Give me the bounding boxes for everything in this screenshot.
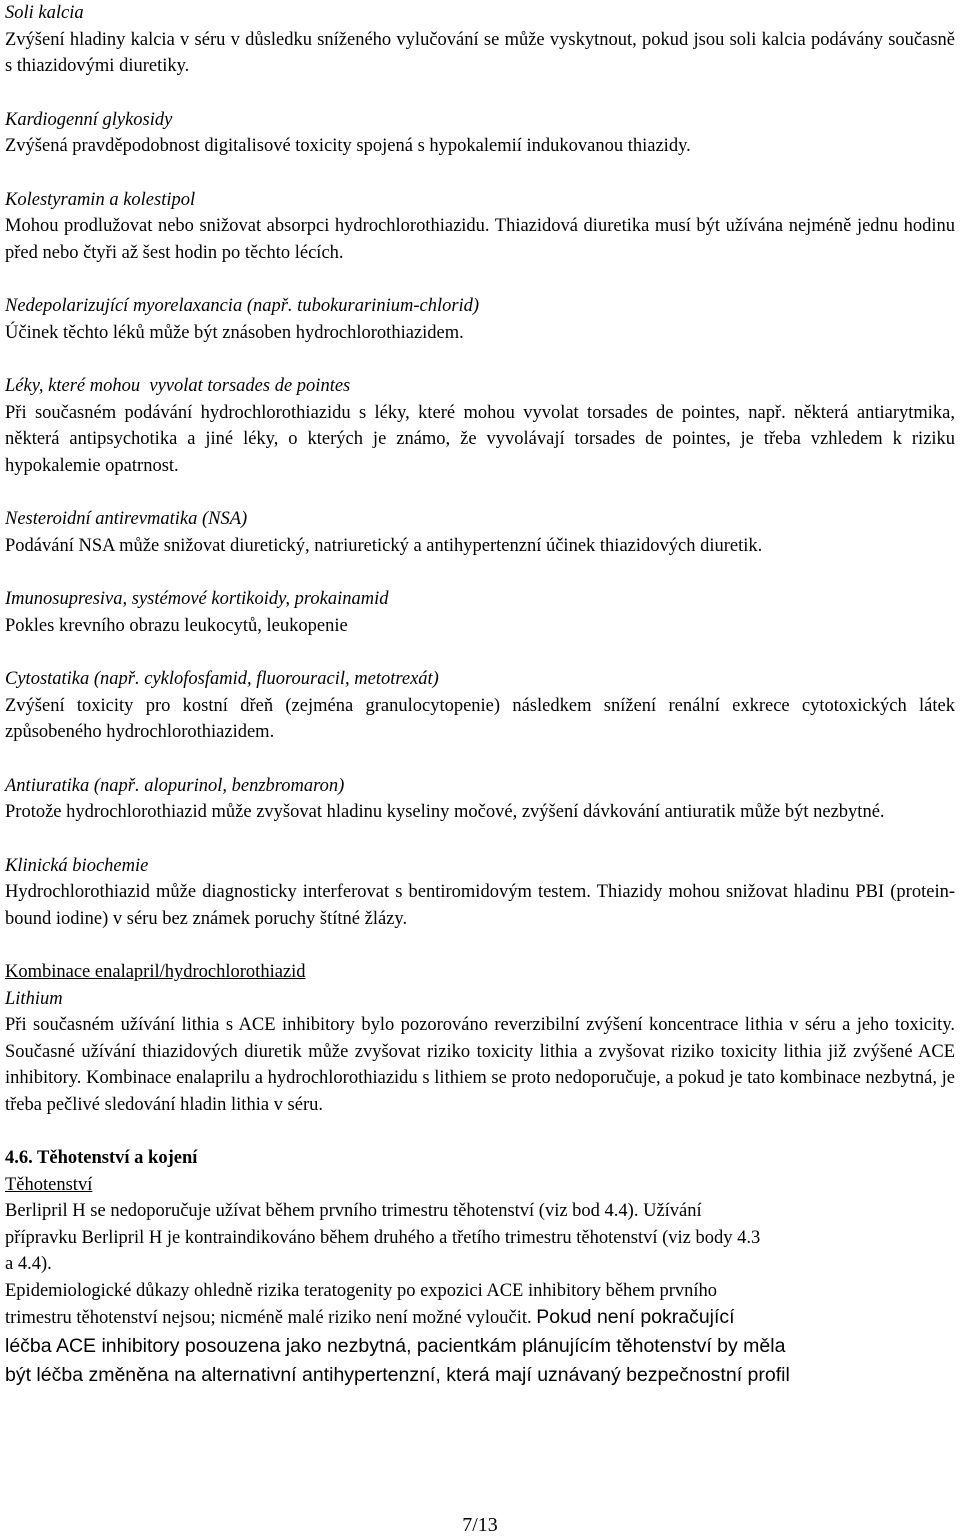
text-line: Epidemiologické důkazy ohledně rizika teratogenity po expozici ACE inhibitory během prvního bbox=[5, 1280, 718, 1301]
document-page bbox=[5, 0, 955, 1390]
text-line: a 4.4). bbox=[5, 1254, 52, 1274]
subheading: Těhotenství bbox=[5, 1174, 93, 1195]
section-cytostatics bbox=[5, 666, 955, 746]
section-header: Lithium bbox=[5, 988, 63, 1009]
section-colestyramine bbox=[5, 187, 955, 267]
section-header: Soli kalcia bbox=[5, 3, 84, 23]
section-text: Zvýšená pravděpodobnost digitalisové toxicity spojená s hypokalemií indukovanou thiazidy. bbox=[5, 136, 691, 156]
section-text: Podávání NSA může snižovat diuretický, natriuretický a antihypertenzní účinek thiazidových diuretik. bbox=[5, 535, 763, 556]
text-segment: trimestru těhotenství nejsou; nicméně malé riziko není možné vyloučit. bbox=[5, 1308, 532, 1328]
section-header: Kolestyramin a kolestipol bbox=[5, 189, 196, 210]
section-text: Zvýšení hladiny kalcia v séru v důsledku sníženého vylučování se může vyskytnout, pokud jsou soli kalcia podávány současně s thiazidovými diuretiky. bbox=[5, 29, 955, 76]
section-text: Pokles krevního obrazu leukocytů, leukopenie bbox=[5, 615, 348, 636]
section-muscle-relaxants bbox=[5, 293, 955, 346]
section-header: Klinická biochemie bbox=[5, 855, 149, 876]
section-header: Kardiogenní glykosidy bbox=[5, 109, 173, 130]
section-combination-lithium bbox=[5, 959, 955, 1118]
page-number: 7/13 bbox=[462, 1514, 498, 1536]
section-antiuratics bbox=[5, 773, 955, 826]
section-header: Nesteroidní antirevmatika (NSA) bbox=[5, 509, 248, 529]
section-clinical-biochemistry bbox=[5, 853, 955, 933]
section-heading: 4.6. Těhotenství a kojení bbox=[5, 1148, 198, 1168]
combination-title: Kombinace enalapril/hydrochlorothiazid bbox=[5, 962, 306, 982]
pregnancy-paragraph-2 bbox=[5, 1278, 955, 1390]
section-header: Antiuratika (např. alopurinol, benzbromaron) bbox=[5, 775, 345, 796]
section-header: Imunosupresiva, systémové kortikoidy, prokainamid bbox=[5, 589, 389, 609]
pregnancy-paragraph-1 bbox=[5, 1198, 955, 1278]
section-text: Účinek těchto léků může být znásoben hydrochlorothiazidem. bbox=[5, 322, 464, 343]
section-immunosuppressants bbox=[5, 586, 955, 639]
section-cardiac-glycosides bbox=[5, 107, 955, 160]
section-header: Cytostatika (např. cyklofosfamid, fluorouracil, metotrexát) bbox=[5, 669, 439, 689]
section-text: Při současném podávání hydrochlorothiazidu s léky, které mohou vyvolat torsades de pointes, např. některá antiarytmika, některá antipsychotika a jiné léky, o kterých je známo, že vyvolávají torsades de pointes, je třeba vzhledem k riziku hypokalemie opatrnost. bbox=[5, 402, 955, 476]
text-segment-sans: Pokud není pokračující bbox=[536, 1306, 735, 1328]
section-text: Zvýšení toxicity pro kostní dřeň (zejména granulocytopenie) následkem snížení renální exkrece cytotoxických látek způsobeného hydrochlorothiazidem. bbox=[5, 695, 955, 742]
text-line: přípravku Berlipril H je kontraindikováno během druhého a třetího trimestru těhotenství (viz body 4.3 bbox=[5, 1227, 761, 1248]
text-line: Berlipril H se nedoporučuje užívat během prvního trimestru těhotenství (viz bod 4.4). Užívání bbox=[5, 1201, 702, 1221]
section-header: Léky, které mohou vyvolat torsades de pointes bbox=[5, 376, 351, 396]
section-header: Nedepolarizující myorelaxancia (např. tubokurarinium-chlorid) bbox=[5, 296, 480, 316]
section-text: Mohou prodlužovat nebo snižovat absorpci hydrochlorothiazidu. Thiazidová diuretika musí být užívána nejméně jednu hodinu před nebo čtyři až šest hodin po těchto lécích. bbox=[5, 216, 955, 263]
section-pregnancy bbox=[5, 1145, 955, 1390]
section-text: Hydrochlorothiazid může diagnosticky interferovat s bentiromidovým testem. Thiazidy mohou snižovat hladinu PBI (protein-bound iodine) v séru bez známek poruchy štítné žlázy. bbox=[5, 882, 955, 929]
section-text: Při současném užívání lithia s ACE inhibitory bylo pozorováno reverzibilní zvýšení koncentrace lithia v séru a jeho toxicity. Současné užívání thiazidových diuretik může zvyšovat riziko toxicity lithia a zvyšovat riziko toxicity lithia již zvýšené ACE inhibitory. Kombinace enalaprilu a hydrochlorothiazidu s lithiem se proto nedoporučuje, a pokud je tato kombinace nezbytná, je třeba pečlivé sledování hladin lithia v séru. bbox=[5, 1015, 955, 1115]
text-line-sans: být léčba změněna na alternativní antihypertenzní, která mají uznávaný bezpečnostní profil bbox=[5, 1363, 790, 1386]
section-calcium-salts bbox=[5, 0, 955, 80]
text-line-with-tail bbox=[5, 1304, 955, 1332]
section-nsaid bbox=[5, 506, 955, 559]
text-line-sans: léčba ACE inhibitory posouzena jako nezbytná, pacientkám plánujícím těhotenství by měla bbox=[5, 1334, 786, 1357]
section-torsades bbox=[5, 373, 955, 479]
section-text: Protože hydrochlorothiazid může zvyšovat hladinu kyseliny močové, zvýšení dávkování antiuratik může být nezbytné. bbox=[5, 802, 885, 822]
